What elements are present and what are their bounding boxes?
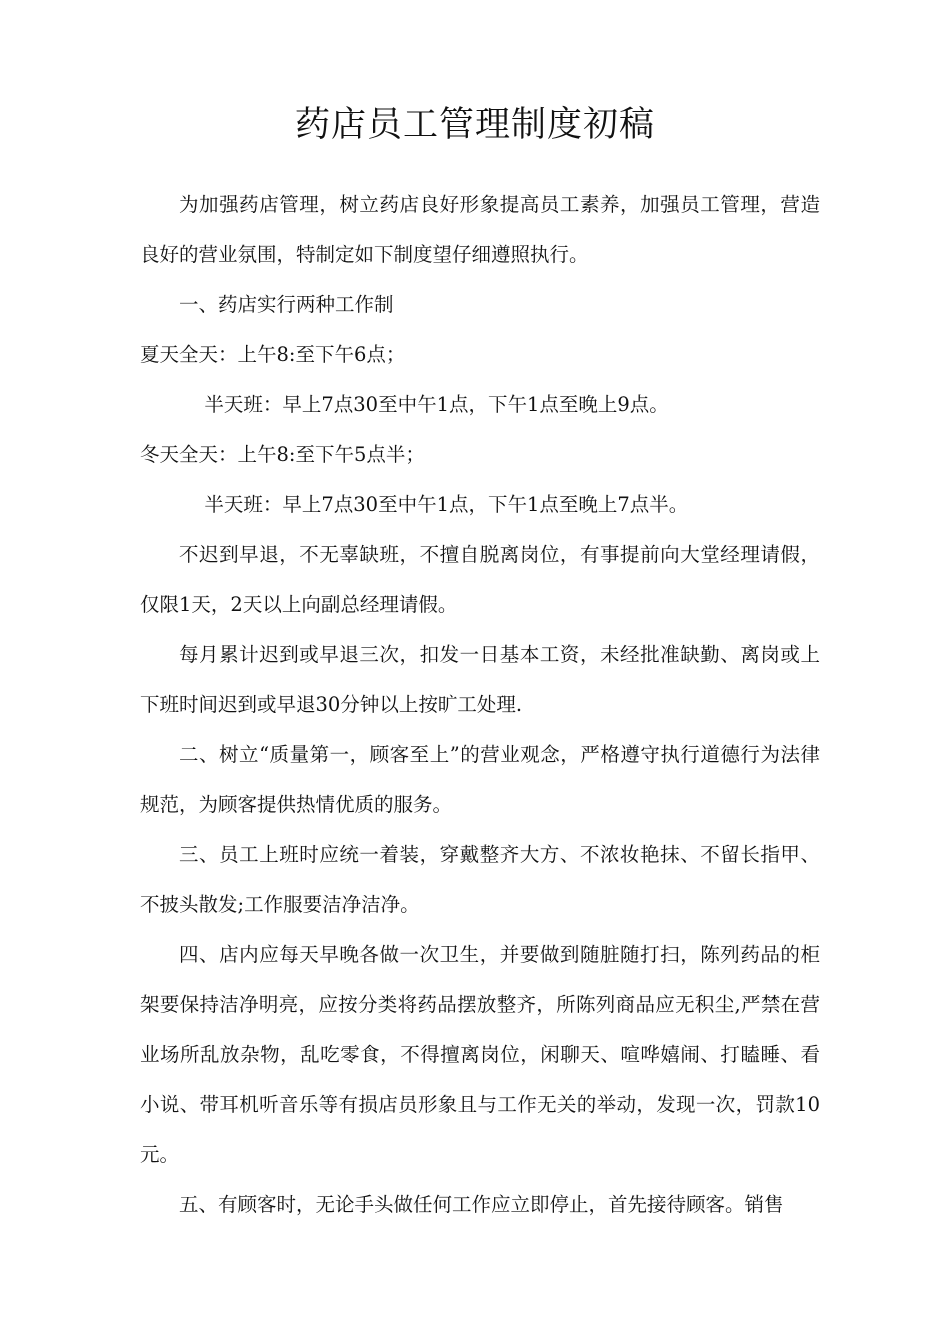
document-body	[140, 180, 820, 1230]
body-paragraph: 夏天全天：上午8:至下午6点；	[140, 343, 406, 366]
body-paragraph: 不迟到早退，不无辜缺班，不擅自脱离岗位，有事提前向大堂经理请假，仅限1天，2天以上向副总经理请假。	[140, 543, 820, 616]
body-paragraph: 五、有顾客时，无论手头做任何工作应立即停止，首先接待顾客。销售	[179, 1193, 784, 1216]
body-paragraph: 二、树立“质量第一，顾客至上”的营业观念，严格遵守执行道德行为法律规范，为顾客提供热情优质的服务。	[140, 743, 820, 816]
body-paragraph: 冬天全天：上午8:至下午5点半；	[140, 443, 425, 466]
body-paragraph: 每月累计迟到或早退三次，扣发一日基本工资，未经批准缺勤、离岗或上下班时间迟到或早退30分钟以上按旷工处理.	[140, 643, 820, 716]
body-paragraph: 半天班：早上7点30至中午1点，下午1点至晚上9点。	[204, 393, 669, 416]
body-paragraph: 四、店内应每天早晚各做一次卫生，并要做到随脏随打扫，陈列药品的柜架要保持洁净明亮，应按分类将药品摆放整齐，所陈列商品应无积尘,严禁在营业场所乱放杂物，乱吃零食，不得擅离岗位，闲聊天、喧哗嬉闹、打瞌睡、看小说、带耳机听音乐等有损店员形象且与工作无关的举动，发现一次，罚款10元。	[140, 943, 820, 1166]
body-paragraph: 为加强药店管理，树立药店良好形象提高员工素养，加强员工管理，营造良好的营业氛围，特制定如下制度望仔细遵照执行。	[140, 193, 820, 266]
body-paragraph: 三、员工上班时应统一着装，穿戴整齐大方、不浓妆艳抹、不留长指甲、不披头散发;工作服要洁净洁净。	[140, 843, 820, 916]
body-paragraph: 一、药店实行两种工作制	[179, 293, 394, 316]
document-title: 药店员工管理制度初稿	[294, 105, 655, 145]
body-paragraph: 半天班：早上7点30至中午1点，下午1点至晚上7点半。	[204, 493, 689, 516]
